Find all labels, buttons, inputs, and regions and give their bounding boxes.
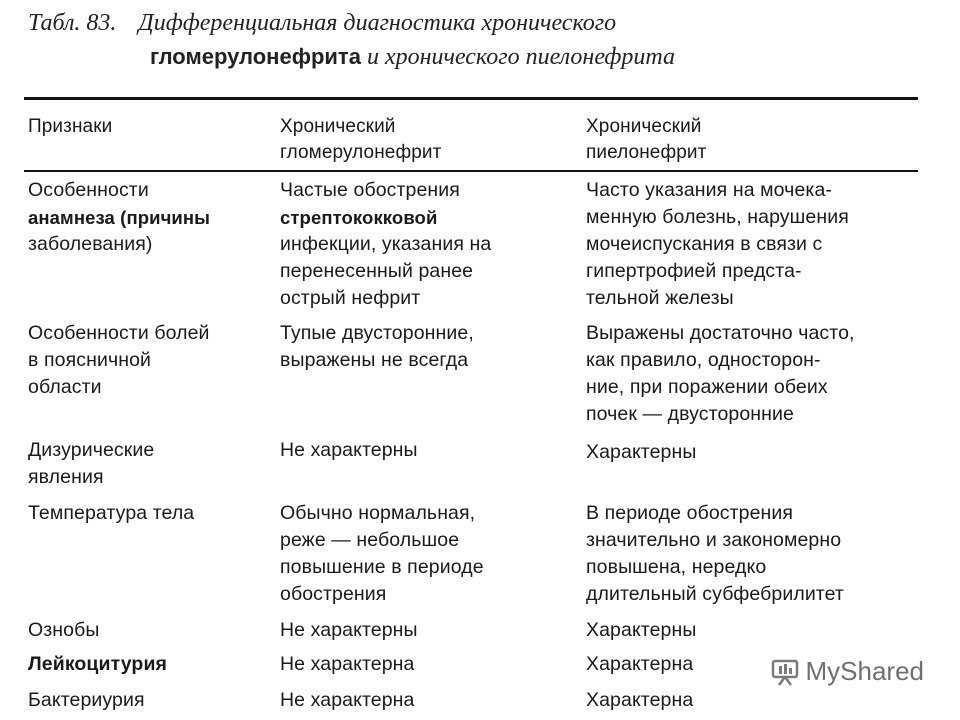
row-anamnesis-sign: Особенности анамнеза (причины заболевания) — [28, 179, 211, 255]
caption-title-part-1: Дифференциальная диагностика хронического — [138, 10, 617, 36]
header-glomerulonephritis: Хронический гломерулонефрит — [280, 116, 442, 163]
row-temperature-pyelonephritis: В периоде обострения значительно и закономерно повышена, нередко длительный субфебрилитет — [586, 502, 844, 605]
row-chills-sign: Ознобы — [28, 619, 100, 641]
row-temperature-sign: Температура тела — [28, 502, 195, 524]
row-pain-pyelonephritis: Выражены достаточно часто, как правило, односторон- ние, при поражении обеих почек — двусторонние — [586, 322, 855, 425]
table-number: Табл. 83. — [28, 10, 117, 36]
myshared-watermark — [770, 656, 925, 687]
row-leukocyturia-glomerulonephritis: Не характерна — [280, 653, 415, 675]
presentation-board-icon — [770, 658, 800, 686]
header-pyelonephritis: Хронический пиелонефрит — [586, 116, 707, 163]
row-anamnesis-glomerulonephritis: Частые обострения стрептококковой инфекции, указания на перенесенный ранее острый нефрит — [280, 179, 492, 309]
row-temperature-glomerulonephritis: Обычно нормальная, реже — небольшое повышение в периоде обострения — [280, 502, 484, 605]
watermark-text: MyShared — [805, 656, 924, 686]
row-bacteriuria-glomerulonephritis: Не характерна — [280, 689, 415, 711]
row-pain-glomerulonephritis: Тупые двусторонние, выражены не всегда — [280, 322, 474, 371]
row-anamnesis-pyelonephritis: Часто указания на мочека- менную болезнь, нарушения мочеиспускания в связи с гипертрофией предста- тельной железы — [586, 179, 849, 309]
row-dysuria-pyelonephritis: Характерны — [586, 441, 697, 463]
header-signs: Признаки — [28, 116, 113, 137]
row-leukocyturia-pyelonephritis: Характерна — [586, 653, 694, 675]
row-dysuria-sign: Дизурические явления — [28, 439, 155, 488]
caption-title-part-2: и хронического пиелонефрита — [360, 44, 676, 70]
row-chills-glomerulonephritis: Не характерны — [280, 619, 418, 641]
row-bacteriuria-pyelonephritis: Характерна — [586, 689, 694, 711]
row-leukocyturia-sign: Лейкоцитурия — [28, 653, 168, 675]
row-dysuria-glomerulonephritis: Не характерны — [280, 439, 418, 461]
row-pain-sign: Особенности болей в поясничной области — [28, 322, 210, 398]
row-chills-pyelonephritis: Характерны — [586, 619, 697, 641]
caption-title-bold: гломерулонефрита — [150, 44, 361, 69]
row-bacteriuria-sign: Бактериурия — [28, 689, 145, 711]
